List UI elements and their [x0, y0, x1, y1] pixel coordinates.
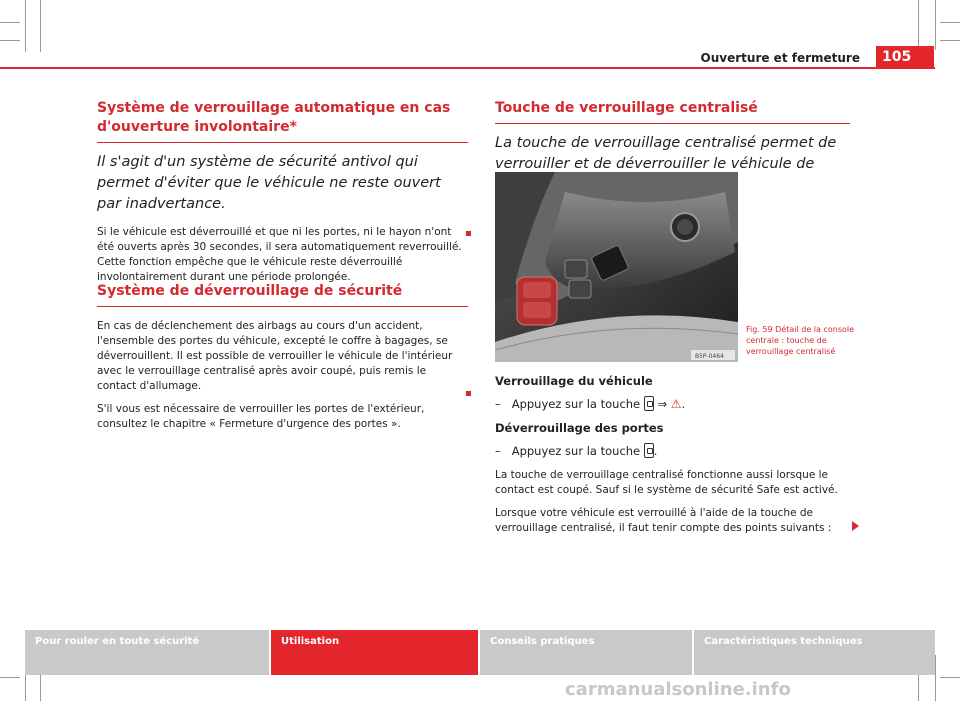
crop-mark	[0, 22, 20, 23]
lock-title: Verrouillage du véhicule	[495, 374, 653, 388]
body-paragraph: Lorsque votre véhicule est verrouillé à l'aide de la touche de verrouillage centralisé, il faut tenir compte des points suivants :	[495, 507, 832, 534]
unlock-step-text: Appuyez sur la touche	[511, 444, 641, 458]
section-heading: Touche de verrouillage centralisé	[495, 100, 758, 116]
crop-mark	[940, 40, 960, 41]
crop-mark	[25, 0, 26, 52]
crop-mark	[940, 677, 960, 678]
crop-mark	[40, 0, 41, 52]
unlock-key-icon	[644, 443, 654, 458]
end-marker	[466, 231, 471, 236]
section-safety-unlock	[97, 282, 468, 432]
section-intro: Il s'agit d'un système de sécurité antivol qui permet d'éviter que le véhicule ne reste ouvert par inadvertance.	[97, 154, 441, 212]
ref-arrow: ⇒	[657, 397, 668, 411]
section-title: Ouverture et fermeture	[700, 51, 860, 65]
header-rule	[0, 67, 935, 69]
crop-mark	[935, 655, 936, 701]
section-heading: Système de verrouillage automatique en cas d'ouverture involontaire*	[97, 100, 451, 135]
unlock-title: Déverrouillage des portes	[495, 421, 664, 435]
unlock-step: – Appuyez sur la touche .	[495, 444, 658, 458]
lock-instructions	[495, 374, 850, 536]
crop-mark	[918, 0, 919, 50]
lock-step: – Appuyez sur la touche ⇒ ⚠.	[495, 397, 686, 411]
figure-code: B5P-0464	[695, 353, 724, 360]
heading-rule	[97, 306, 468, 307]
lock-key-icon	[644, 396, 654, 411]
end-marker	[466, 391, 471, 396]
continue-arrow-icon	[852, 521, 859, 531]
body-paragraph: Si le véhicule est déverrouillé et que ni les portes, ni le hayon n'ont été ouverts après 30 secondes, il sera automatiquement reverrouillé. Cette fonction empêche que le véhicule reste déverrouillé involontairement durant une période prolongée.	[97, 226, 462, 283]
footer-tab-safety[interactable]: Pour rouler en toute sécurité	[25, 630, 269, 675]
section-intro: La touche de verrouillage centralisé permet de verrouiller et de déverrouiller le véhicule de	[495, 135, 837, 172]
console-photo	[495, 172, 738, 362]
lock-step-text: Appuyez sur la touche	[511, 397, 641, 411]
crop-mark	[0, 40, 20, 41]
body-paragraph: S'il vous est nécessaire de verrouiller les portes de l'extérieur, consultez le chapitre « Fermeture d'urgence des portes ».	[97, 403, 425, 430]
crop-mark	[935, 0, 936, 50]
body-paragraph: La touche de verrouillage centralisé fonctionne aussi lorsque le contact est coupé. Sauf si le système de sécurité Safe est activé.	[495, 469, 838, 496]
page-number: 105	[876, 46, 934, 68]
section-auto-lock	[97, 99, 468, 285]
warning-icon: ⚠	[670, 397, 682, 411]
heading-rule	[97, 142, 468, 143]
heading-rule	[495, 123, 850, 124]
figure-caption: Fig. 59 Détail de la console centrale : touche de verrouillage centralisé	[746, 325, 855, 356]
watermark: carmanualsonline.info	[565, 679, 791, 700]
crop-mark	[0, 677, 20, 678]
body-paragraph: En cas de déclenchement des airbags au cours d'un accident, l'ensemble des portes du véhicule, excepté le coffre à bagages, se déverrouillent. Il est possible de verrouiller le véhicule de l'intérieur avec le verrouillage centralisé après avoir coupé, puis remis le contact d'allumage.	[97, 320, 453, 392]
console-illustration	[495, 172, 738, 362]
footer-tab-specs[interactable]: Caractéristiques techniques	[694, 630, 935, 675]
section-heading: Système de déverrouillage de sécurité	[97, 283, 403, 299]
crop-mark	[940, 22, 960, 23]
dash: –	[495, 444, 512, 458]
dash: –	[495, 397, 512, 411]
footer-tab-tips[interactable]: Conseils pratiques	[480, 630, 692, 675]
footer-tab-usage[interactable]: Utilisation	[271, 630, 478, 675]
